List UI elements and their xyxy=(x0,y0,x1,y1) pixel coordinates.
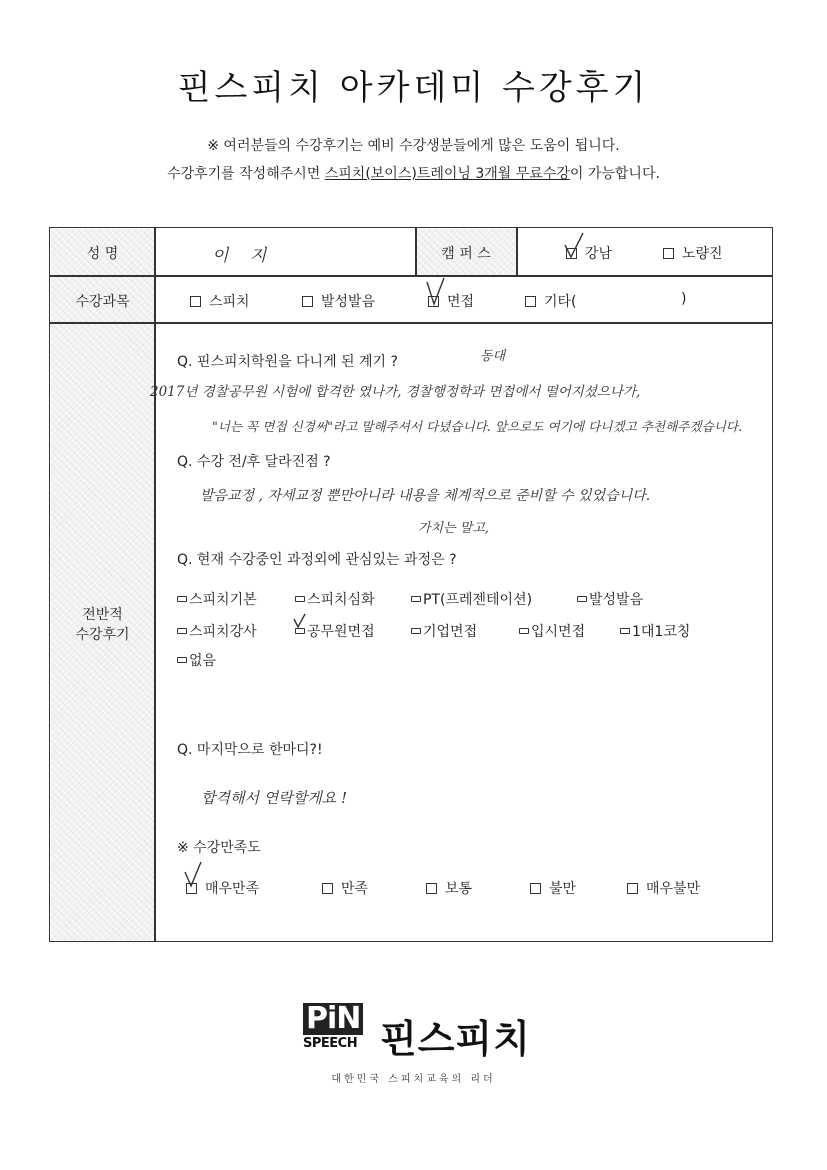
satisfaction-label: 매우만족 xyxy=(205,881,260,897)
row-divider xyxy=(49,275,773,277)
satisfaction-very-dissatisfied[interactable] xyxy=(627,878,700,898)
checkbox[interactable] xyxy=(177,657,187,663)
check-mark-icon xyxy=(562,231,586,261)
checkbox[interactable] xyxy=(295,596,305,602)
course-option-label: 스피치 xyxy=(209,294,250,310)
logo-name: 핀스피치 xyxy=(380,1017,531,1061)
course-label: 스피치강사 xyxy=(189,624,257,640)
course-label: 기업면접 xyxy=(423,624,478,640)
checkbox[interactable] xyxy=(620,628,630,634)
checkbox[interactable] xyxy=(525,296,536,307)
interest-course-pt[interactable] xyxy=(411,589,532,609)
course-label: 스피치기본 xyxy=(189,592,257,608)
satisfaction-label: 매우불만 xyxy=(646,881,701,897)
course-option-vocal[interactable] xyxy=(302,291,375,311)
course-label: 공무원면접 xyxy=(307,624,375,640)
campus-label: 캠 퍼 스 xyxy=(441,246,491,262)
q2-answer-line1[interactable]: 발음교정 , 자세교정 뿐만아니라 내용을 체계적으로 준비할 수 있었습니다. xyxy=(200,488,651,504)
question-1: Q. 핀스피치학원을 다니게 된 계기 ? xyxy=(177,354,398,370)
interest-course-vocal[interactable] xyxy=(577,589,643,609)
campus-option-label: 노량진 xyxy=(682,246,723,262)
row-divider xyxy=(49,322,773,324)
notice-line-1: ※ 여러분들의 수강후기는 예비 수강생분들에게 많은 도움이 됩니다. xyxy=(207,138,620,154)
q4-answer[interactable]: 합격해서 연락할게요 ! xyxy=(201,789,347,807)
interest-course-speech-advanced[interactable] xyxy=(295,589,375,609)
question-3: Q. 현재 수강중인 과정외에 관심있는 과정은 ? xyxy=(177,552,457,568)
course-label: 스피치심화 xyxy=(307,592,375,608)
satisfaction-title: ※ 수강만족도 xyxy=(177,840,261,856)
check-mark-icon xyxy=(292,613,308,631)
interest-course-corporate[interactable] xyxy=(411,621,477,641)
checkbox[interactable] xyxy=(322,883,333,894)
interest-course-admission[interactable] xyxy=(519,621,585,641)
course-label: 발성발음 xyxy=(589,592,644,608)
question-4: Q. 마지막으로 한마디?! xyxy=(177,742,323,758)
course-label: PT(프레젠테이션) xyxy=(423,592,533,608)
course-option-label: 면접 xyxy=(447,294,475,310)
logo-mark xyxy=(303,1003,371,1059)
page-title: 핀스피치 아카데미 수강후기 xyxy=(177,68,650,108)
interest-course-none[interactable] xyxy=(177,650,216,670)
course-option-label: 발성발음 xyxy=(321,294,376,310)
interest-course-instructor[interactable] xyxy=(177,621,257,641)
notice-suffix: 이 가능합니다. xyxy=(569,166,660,182)
satisfaction-satisfied[interactable] xyxy=(322,878,368,898)
logo-mark-bottom: SPEECH xyxy=(303,1036,358,1051)
campus-option-noryangjin[interactable] xyxy=(663,243,723,263)
name-value[interactable]: 이 지 xyxy=(212,246,275,266)
q1-answer-note: 동대 xyxy=(480,349,506,364)
checkbox[interactable] xyxy=(190,296,201,307)
check-mark-icon xyxy=(424,276,448,308)
course-option-label: 기타( xyxy=(544,294,577,310)
column-divider xyxy=(516,227,518,275)
satisfaction-label: 불만 xyxy=(549,881,577,897)
column-divider xyxy=(154,227,156,942)
checkbox[interactable] xyxy=(663,248,674,259)
notice-prefix: 수강후기를 작성해주시면 xyxy=(167,166,325,182)
review-label xyxy=(51,605,154,645)
interest-course-coaching[interactable] xyxy=(620,621,690,641)
campus-option-label: 강남 xyxy=(585,246,613,262)
tagline: 대한민국 스피치교육의 리더 xyxy=(331,1074,496,1085)
review-form xyxy=(49,227,773,942)
course-option-other[interactable] xyxy=(525,291,577,311)
checkbox[interactable] xyxy=(577,596,587,602)
interest-course-speech-basic[interactable] xyxy=(177,589,257,609)
checkbox[interactable] xyxy=(519,628,529,634)
satisfaction-neutral[interactable] xyxy=(426,878,472,898)
checkbox[interactable] xyxy=(530,883,541,894)
q1-answer-line2[interactable]: "너는 꼭 면접 신경써"라고 말해주셔서 다녔습니다. 앞으로도 여기에 다니겠고 추천해주겠습니다. xyxy=(212,419,743,434)
logo-mark-top: PiN xyxy=(303,1003,363,1035)
review-label-line1: 전반적 xyxy=(82,607,123,623)
satisfaction-dissatisfied[interactable] xyxy=(530,878,576,898)
checkbox[interactable] xyxy=(177,596,187,602)
notice-line-2 xyxy=(0,163,827,183)
checkbox[interactable] xyxy=(177,628,187,634)
checkbox[interactable] xyxy=(411,596,421,602)
q1-answer-line1[interactable]: 2017년 경찰공무원 시험에 합격한 였나가, 경찰행정학과 면접에서 떨어지셨으나가, xyxy=(150,384,641,400)
satisfaction-label: 만족 xyxy=(341,881,369,897)
q2-answer-line2[interactable]: 가치는 말고, xyxy=(418,521,490,536)
course-other-close: ) xyxy=(681,291,687,307)
name-label: 성 명 xyxy=(86,246,119,262)
course-label: 수강과목 xyxy=(75,294,130,310)
notice-free-offer: 스피치(보이스)트레이닝 3개월 무료수강 xyxy=(324,166,570,182)
review-label-line2: 수강후기 xyxy=(75,627,130,643)
checkbox[interactable] xyxy=(426,883,437,894)
course-label: 1대1코칭 xyxy=(632,624,691,640)
course-label: 입시면접 xyxy=(531,624,586,640)
checkbox[interactable] xyxy=(411,628,421,634)
satisfaction-label: 보통 xyxy=(445,881,473,897)
course-label: 없음 xyxy=(189,653,217,669)
checkbox[interactable] xyxy=(302,296,313,307)
question-2: Q. 수강 전/후 달라진점 ? xyxy=(177,454,331,470)
course-option-speech[interactable] xyxy=(190,291,250,311)
check-mark-icon xyxy=(182,860,206,892)
checkbox[interactable] xyxy=(627,883,638,894)
